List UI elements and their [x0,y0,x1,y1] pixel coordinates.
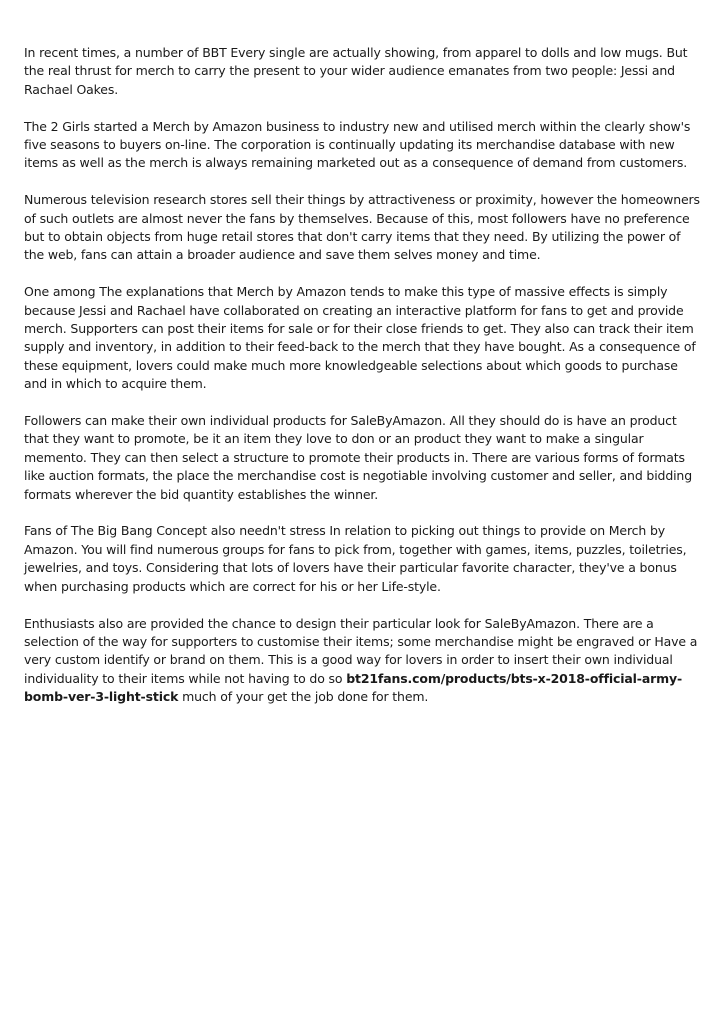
paragraph-7-text-after: much of your get the job done for them. [178,689,429,705]
paragraph-4: One among The explanations that Merch by Amazon tends to make this type of massive effects is simply because Jessi and Rachael have collaborated on creating an interactive platform for fans to get and provide merch. Supporters can post their items for sale or for their close friends to get. They also can track their item supply and inventory, in addition to their feed-back to the merch that they have bought. As a consequence of these equipment, lovers could make much more knowledgeable selections about which goods to purchase and in which to acquire them. [24,284,696,392]
paragraph-7-text-before: Enthusiasts also are provided the chance to design their particular look for SaleByAmazon. There are a selection of the way for supporters to customise their items; some merchandise might be engraved or Have a very custom identify or brand on them. This is a good way for lovers in order to insert their own individual individuality to their items while not having to do so [24,615,698,686]
paragraph-1: In recent times, a number of BBT Every single are actually showing, from apparel to dolls and low mugs. But the real thrust for merch to carry the present to your wider audience emanates from two people: Jessi and Rachael Oakes. [24,45,688,97]
paragraph-7 [24,615,700,707]
document-body [24,44,700,725]
product-link[interactable]: bt21fans.com/products/bts-x-2018-official-army-bomb-ver-3-light-stick [24,670,683,705]
paragraph-2: The 2 Girls started a Merch by Amazon business to industry new and utilised merch within the clearly show's five seasons to buyers on-line. The corporation is continually updating its merchandise database with new items as well as the merch is always remaining marketed out as a consequence of demand from customers. [24,118,691,171]
paragraph-5: Followers can make their own individual products for SaleByAmazon. All they should do is have an product that they want to promote, be it an item they love to don or an product they want to make a singular memento. They can then select a structure to promote their products in. There are various forms of formats like auction formats, the place the merchandise cost is negotiable involving customer and seller, and bidding formats wherever the bid quantity establishes the winner. [24,413,692,502]
paragraph-6: Fans of The Big Bang Concept also needn't stress In relation to picking out things to provide on Merch by Amazon. You will find numerous groups for fans to pick from, together with games, items, puzzles, toiletries, jewelries, and toys. Considering that lots of lovers have their particular favorite character, they've a bonus when purchasing products which are correct for his or her Life-style. [24,523,687,594]
paragraph-3: Numerous television research stores sell their things by attractiveness or proximity, however the homeowners of such outlets are almost never the fans by themselves. Because of this, most followers have no preference but to obtain objects from huge retail stores that don't carry items that they need. By utilizing the power of the web, fans can attain a broader audience and save them selves money and time. [24,192,700,263]
